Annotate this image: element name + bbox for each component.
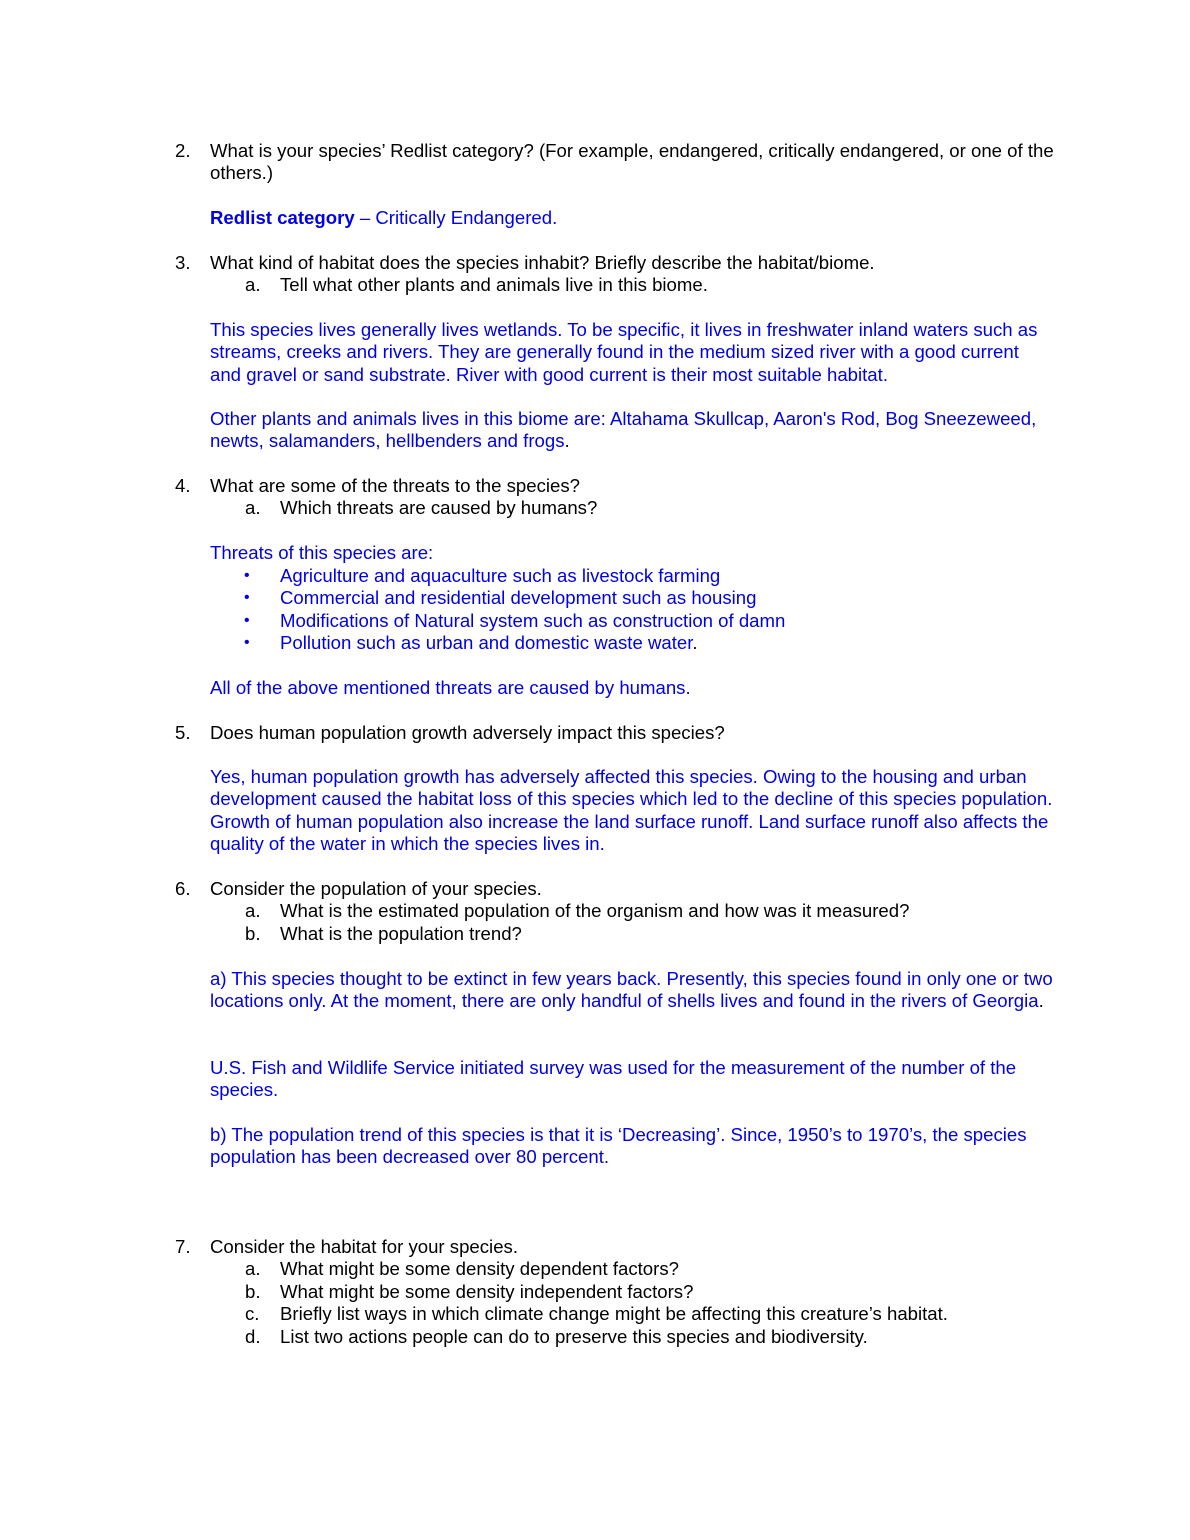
sub-question-letter: d. <box>245 1325 261 1347</box>
question-text: What kind of habitat does the species inhabit? Briefly describe the habitat/biome. <box>210 252 875 273</box>
list-item-text: Commercial and residential development such as housing <box>280 587 757 609</box>
list-item <box>210 587 1055 609</box>
sub-question-text: What might be some density dependent factors? <box>280 1258 679 1280</box>
bullet-icon: • <box>244 589 250 607</box>
sub-question-letter: a. <box>245 497 261 519</box>
sub-question <box>245 497 1055 519</box>
question-number: 2. <box>175 140 191 161</box>
sub-question-text: Tell what other plants and animals live in this biome. <box>280 274 708 296</box>
question-text: What are some of the threats to the species? <box>210 475 581 496</box>
bullet-icon: • <box>244 634 250 652</box>
question-number: 3. <box>175 252 191 273</box>
answer-text: a) This species thought to be extinct in few years back. Presently, this species found in only one or two locations only. At the moment, there are only handful of shells lives and found in the rivers of Georgia <box>210 968 1053 1012</box>
list-item-text: Agriculture and aquaculture such as livestock farming <box>280 565 721 586</box>
answer-value: – Critically Endangered. <box>354 207 558 228</box>
sub-question <box>245 1281 1055 1303</box>
answer-population-growth: Yes, human population growth has adversely affected this species. Owing to the housing and urban development caused the habitat loss of this species which led to the decline of this species population. Growth of human population also increase the land surface runoff. Land surface runoff also affects the quality of the water in which the species lives in. <box>210 766 1053 855</box>
question-6 <box>175 878 1055 945</box>
list-item <box>210 565 1055 587</box>
question-number: 7. <box>175 1236 191 1257</box>
sub-question-letter: a. <box>245 274 261 296</box>
sub-question <box>245 274 1055 296</box>
question-7 <box>175 1236 1055 1348</box>
answer-habitat-description: This species lives generally lives wetlands. To be specific, it lives in freshwater inland waters such as streams, creeks and rivers. They are generally found in the medium sized river with a good current and gravel or sand substrate. River with good current is their most suitable habitat. <box>210 319 1038 385</box>
sub-question-text: List two actions people can do to preserve this species and biodiversity. <box>280 1325 868 1347</box>
list-item <box>210 610 1055 632</box>
sub-question-letter: a. <box>245 900 261 922</box>
sub-question <box>245 1326 1055 1348</box>
question-4 <box>175 475 1055 520</box>
list-item-period: . <box>692 632 698 654</box>
bullet-icon: • <box>244 567 250 584</box>
sub-question-letter: b. <box>245 922 261 944</box>
answer-redlist-category <box>210 207 1055 229</box>
sub-question <box>245 1258 1055 1280</box>
sub-question-letter: b. <box>245 1280 261 1302</box>
question-text: Consider the habitat for your species. <box>210 1236 518 1257</box>
sub-question <box>245 1303 1055 1325</box>
question-2 <box>175 140 1055 185</box>
sub-question-letter: c. <box>245 1303 260 1325</box>
list-item-text: Pollution such as urban and domestic waste water <box>280 632 693 654</box>
list-item <box>210 632 1055 654</box>
question-3 <box>175 252 1055 297</box>
sub-question <box>245 900 1055 922</box>
answer-estimated-population <box>210 968 1055 1013</box>
answer-biome-species <box>210 408 1055 453</box>
sub-question-text: What is the estimated population of the organism and how was it measured? <box>280 900 910 922</box>
question-number: 5. <box>175 722 191 743</box>
sub-question-text: Which threats are caused by humans? <box>280 497 598 519</box>
question-text: Does human population growth adversely impact this species? <box>210 722 725 743</box>
question-5 <box>175 722 1055 744</box>
answer-population-trend: b) The population trend of this species is that it is ‘Decreasing’. Since, 1950’s to 1970’s, the species population has been decreased over 80 percent. <box>210 1124 1027 1168</box>
answer-threats-outro: All of the above mentioned threats are caused by humans. <box>210 677 691 698</box>
question-text: Consider the population of your species. <box>210 878 542 899</box>
answer-threats-intro: Threats of this species are: <box>210 542 434 563</box>
answer-period: . <box>1038 990 1044 1012</box>
answer-label: Redlist category <box>210 207 355 228</box>
bullet-icon: • <box>244 611 250 629</box>
sub-question-text: What is the population trend? <box>280 922 522 944</box>
answer-measurement-method: U.S. Fish and Wildlife Service initiated survey was used for the measurement of the number of the species. <box>210 1057 1017 1101</box>
threats-list <box>210 565 1055 655</box>
sub-question <box>245 923 1055 945</box>
question-text: What is your species’ Redlist category? (For example, endangered, critically endangered, or one of the others.) <box>210 140 1054 184</box>
question-number: 4. <box>175 475 191 496</box>
sub-question-letter: a. <box>245 1258 261 1280</box>
question-number: 6. <box>175 878 191 899</box>
sub-question-text: Briefly list ways in which climate change might be affecting this creature’s habitat. <box>280 1303 948 1325</box>
list-item-text: Modifications of Natural system such as construction of damn <box>280 609 786 631</box>
answer-text: Other plants and animals lives in this biome are: Altahama Skullcap, Aaron's Rod, Bog Sneezeweed, newts, salamanders, hellbenders and frogs <box>210 408 1037 452</box>
answer-period: . <box>564 430 570 452</box>
sub-question-text: What might be some density independent factors? <box>280 1280 694 1302</box>
